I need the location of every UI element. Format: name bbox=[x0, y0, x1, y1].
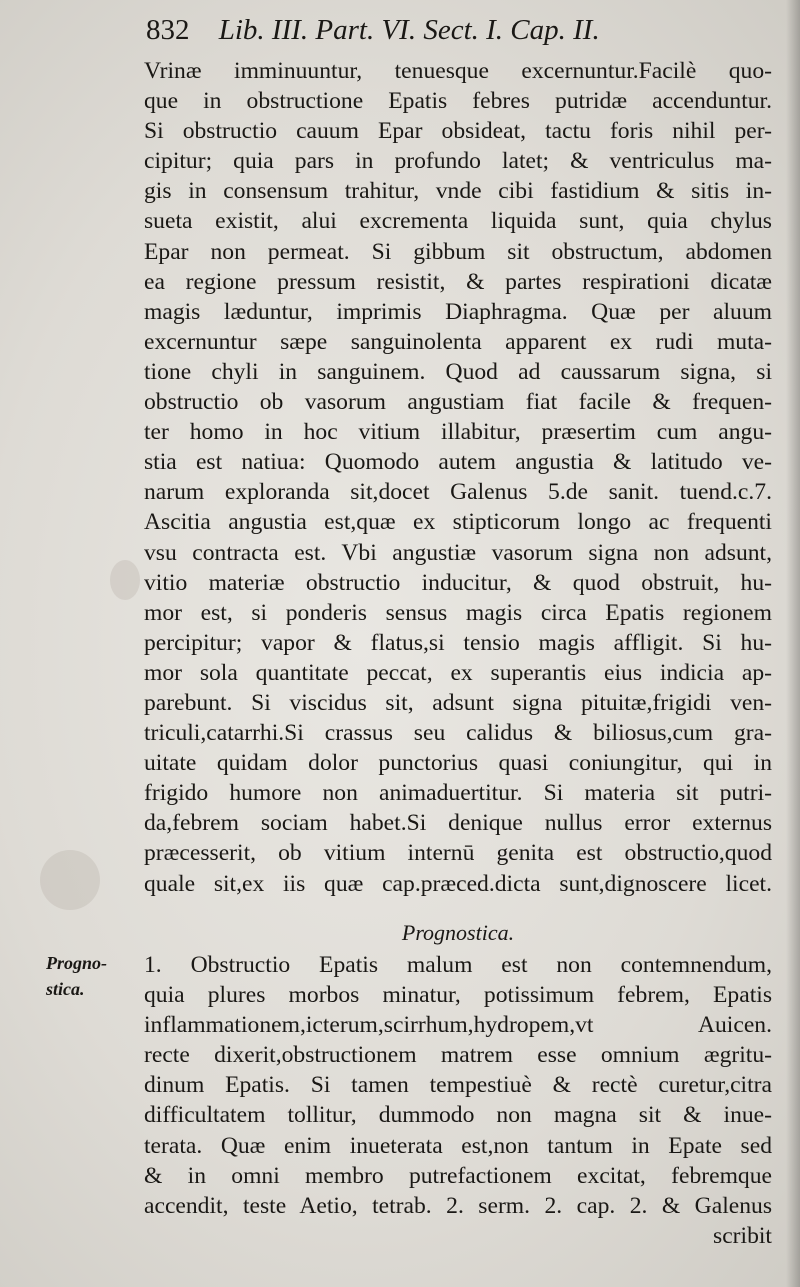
text-line: narum exploranda sit,docet Galenus 5.de sanit. tuend.c.7. bbox=[144, 479, 772, 506]
running-header bbox=[146, 14, 786, 54]
text-line: parebunt. Si viscidus sit, adsunt signa pituitæ,frigidi ven- bbox=[144, 689, 772, 716]
text-line: Vrinæ imminuuntur, tenuesque excernuntur.Facilè quo- bbox=[144, 58, 772, 84]
text-line: accendit, teste Aetio, tetrab. 2. serm. 2. cap. 2. & Galenus bbox=[144, 1192, 772, 1219]
text-line: vsu contracta est. Vbi angustiæ vasorum signa non adsunt, bbox=[144, 539, 772, 566]
text-line: que in obstructione Epatis febres putridæ accenduntur. bbox=[144, 88, 772, 115]
text-line: stia est natiua: Quomodo autem angustia & latitudo ve- bbox=[144, 449, 772, 476]
text-line: percipitur; vapor & flatus,si tensio magis affligit. Si hu- bbox=[144, 629, 772, 656]
text-line: gis in consensum trahitur, vnde cibi fastidium & sitis in- bbox=[144, 178, 772, 205]
text-line: tione chyli in sanguinem. Quod ad caussarum signa, si bbox=[144, 358, 772, 385]
text-line: cipitur; quia pars in profundo latet; & ventriculus ma- bbox=[144, 148, 772, 175]
text-line: quale sit,ex iis quæ cap.præced.dicta sunt,dignoscere licet. bbox=[144, 870, 772, 897]
text-line: difficultatem tollitur, dummodo non magna sit & inue- bbox=[144, 1102, 772, 1129]
text-line: quia plures morbos minatur, potissimum febrem, Epatis bbox=[144, 982, 772, 1009]
text-line: scribit bbox=[713, 1222, 772, 1249]
section-subheading: Prognostica. bbox=[401, 920, 515, 945]
text-line: Ascitia angustia est,quæ ex stipticorum longo ac frequenti bbox=[144, 509, 772, 536]
text-line: sueta existit, alui excrementa liquida sunt, quia chylus bbox=[144, 208, 772, 235]
text-line: inflammationem,icterum,scirrhum,hydropem,vt Auicen. bbox=[144, 1012, 772, 1039]
text-line: 1. Obstructio Epatis malum est non contemnendum, bbox=[144, 952, 772, 978]
text-line: triculi,catarrhi.Si crassus seu calidus & biliosus,cum gra- bbox=[144, 720, 772, 747]
paper-stain bbox=[40, 850, 100, 910]
text-line: magis læduntur, imprimis Diaphragma. Quæ per aluum bbox=[144, 298, 772, 325]
text-line: mor est, si ponderis sensus magis circa Epatis regionem bbox=[144, 599, 772, 626]
margin-note-line: stica. bbox=[46, 979, 85, 999]
body-text bbox=[144, 56, 772, 899]
text-line: vitio materiæ obstructio inducitur, & quod obstruit, hu- bbox=[144, 569, 772, 596]
text-line: Si obstructio cauum Epar obsideat, tactu foris nihil per- bbox=[144, 118, 772, 145]
text-line: præcesserit, ob vitium internū genita est obstructio,quod bbox=[144, 840, 772, 867]
margin-note-line: Progno- bbox=[46, 953, 108, 973]
text-line: da,febrem sociam habet.Si denique nullus error externus bbox=[144, 810, 772, 837]
text-line: mor sola quantitate peccat, ex superantis eius indicia ap- bbox=[144, 659, 772, 686]
text-line: frigido humore non animaduertitur. Si materia sit putri- bbox=[144, 780, 772, 807]
text-line: recte dixerit,obstructionem matrem esse omnium ægritu- bbox=[144, 1042, 772, 1069]
text-line: & in omni membro putrefactionem excitat, febremque bbox=[144, 1162, 772, 1189]
paper-stain bbox=[110, 560, 140, 600]
margin-note bbox=[46, 950, 138, 1002]
text-line: excernuntur sæpe sanguinolenta apparent ex rudi muta- bbox=[144, 328, 772, 355]
prognostica-text bbox=[144, 950, 772, 1251]
text-line: ea regione pressum resistit, & partes respirationi dicatæ bbox=[144, 268, 772, 295]
text-line: ter homo in hoc vitium illabitur, præsertim cum angu- bbox=[144, 419, 772, 446]
text-line: terata. Quæ enim inueterata est,non tantum in Epate sed bbox=[144, 1132, 772, 1159]
text-line: obstructio ob vasorum angustiam fiat facile & frequen- bbox=[144, 389, 772, 416]
running-head-title: Lib. III. Part. VI. Sect. I. Cap. II. bbox=[218, 14, 600, 46]
page-number: 832 bbox=[146, 14, 190, 46]
page-edge-shadow bbox=[786, 0, 800, 1287]
text-line: uitate quidam dolor punctorius quasi coniungitur, qui in bbox=[144, 750, 772, 777]
text-line: dinum Epatis. Si tamen tempestiuè & rectè curetur,citra bbox=[144, 1072, 772, 1099]
text-line: Epar non permeat. Si gibbum sit obstructum, abdomen bbox=[144, 238, 772, 265]
